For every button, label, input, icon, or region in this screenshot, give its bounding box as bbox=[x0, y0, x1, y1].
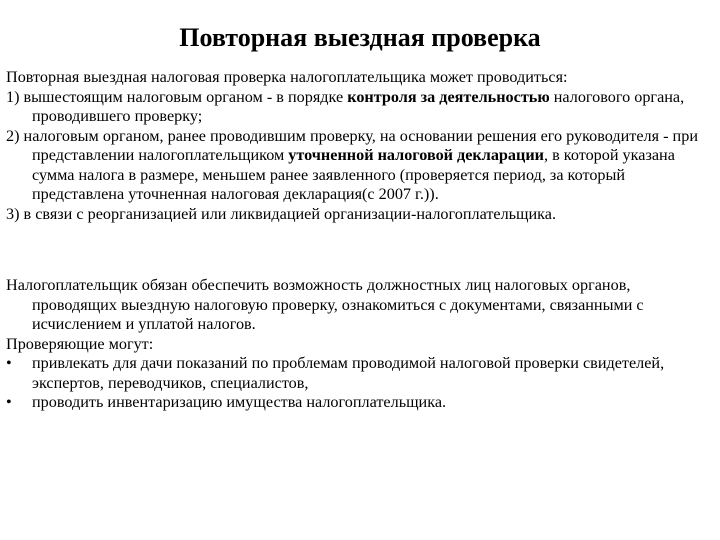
list-item-3: 3) в связи с реорганизацией или ликвидацией организации-налогоплательщика. bbox=[6, 204, 557, 223]
list-item-2-text: 2) налоговым органом, ранее проводившим проверку, на основании решения его руководителя - при представлении налогоплательщиком bbox=[6, 126, 698, 164]
list-item-1 bbox=[6, 88, 712, 127]
bullet-item-2 bbox=[6, 393, 712, 413]
list-item-2-tail: , в которой указана сумма налога в размере, меньшем ранее заявленного (проверяется период, за который представлена уточненная налоговая декларация(с 2007 г.)). bbox=[32, 146, 675, 203]
bullet-item-1 bbox=[6, 354, 712, 393]
list-item-1-text: 1) вышестоящим налоговым органом - в порядке bbox=[6, 87, 348, 106]
bullet-item-1-text: привлекать для дачи показаний по проблемам проводимой налоговой проверки свидетелей, экспертов, переводчиков, специалистов, bbox=[32, 354, 665, 392]
list-item-1-tail: налогового органа, проводившего проверку; bbox=[32, 87, 685, 125]
slide-title: Повторная выездная проверка bbox=[179, 23, 541, 52]
list-item-2 bbox=[6, 127, 712, 205]
list-item-2-emphasis: уточненной налоговой декларации bbox=[288, 146, 544, 164]
slide-body bbox=[6, 68, 712, 413]
obligation-paragraph: Налогоплательщик обязан обеспечить возможность должностных лиц налоговых органов, проводящих выездную налоговую проверку, ознакомиться с документами, связанными с исчислением и уплатой налогов. bbox=[6, 276, 644, 333]
spacer bbox=[6, 224, 712, 276]
bullet-icon: • bbox=[6, 393, 12, 411]
inspectors-heading: Проверяющие могут: bbox=[6, 334, 154, 353]
bullet-icon: • bbox=[6, 354, 12, 372]
intro-paragraph: Повторная выездная налоговая проверка налогоплательщика может проводиться: bbox=[6, 68, 568, 86]
bullet-item-2-text: проводить инвентаризацию имущества налогоплательщика. bbox=[32, 393, 447, 411]
list-item-1-emphasis: контроля за деятельностью bbox=[347, 87, 550, 106]
